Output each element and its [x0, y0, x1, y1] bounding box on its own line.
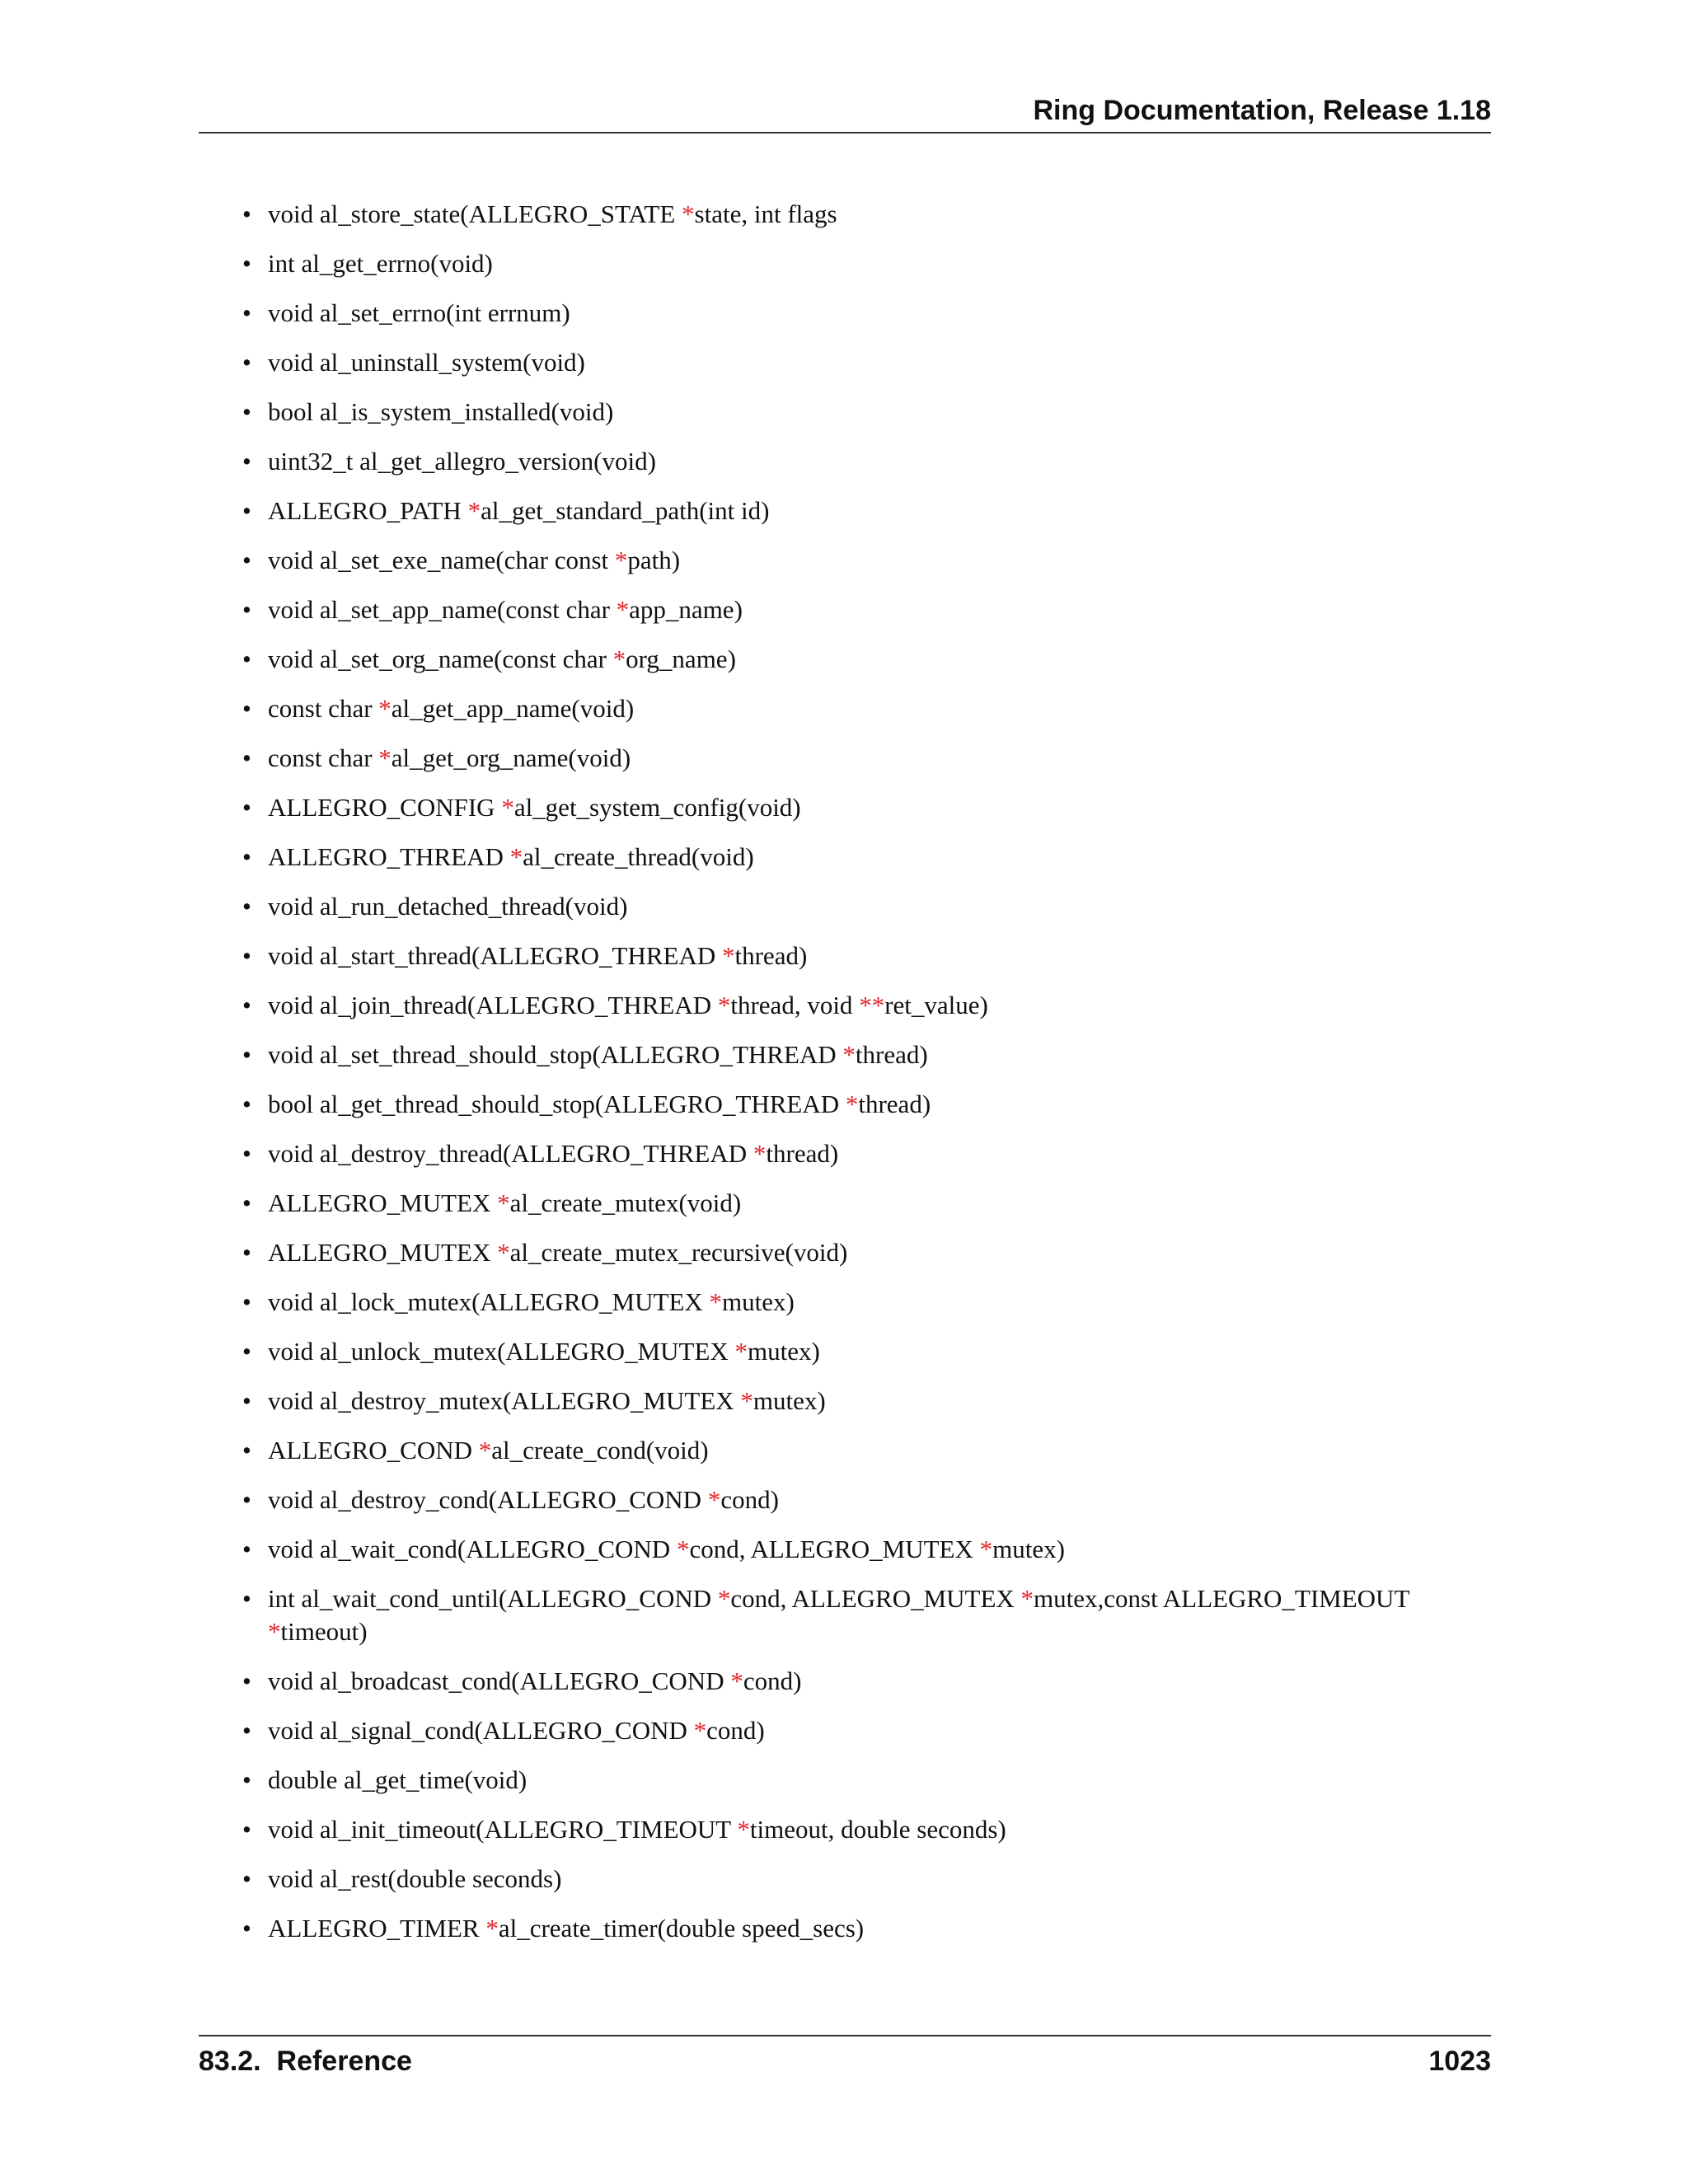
list-item — [242, 791, 1491, 824]
function-signature — [268, 1139, 838, 1168]
signature-text: void al_set_org_name(const char — [268, 644, 613, 673]
bullet-icon: • — [242, 1040, 251, 1069]
signature-text: mutex) — [748, 1337, 820, 1366]
list-item — [242, 346, 1491, 379]
signature-text: thread, void — [730, 991, 860, 1019]
list-item — [242, 940, 1491, 972]
bullet-icon: • — [242, 1337, 251, 1366]
bullet-icon: • — [242, 743, 251, 772]
function-signature — [268, 199, 837, 228]
page-number: 1023 — [1428, 2046, 1491, 2077]
list-item — [242, 1714, 1491, 1747]
function-signature — [268, 1716, 765, 1745]
list-item — [242, 890, 1491, 923]
signature-text: void al_rest(double seconds) — [268, 1864, 562, 1893]
signature-text: void al_lock_mutex(ALLEGRO_MUTEX — [268, 1287, 710, 1316]
function-signature — [268, 348, 585, 377]
pointer-marker: * — [845, 1090, 859, 1118]
function-signature — [268, 1090, 931, 1118]
signature-text: state, int flags — [694, 199, 837, 228]
pointer-marker: * — [709, 1287, 723, 1316]
signature-text: ALLEGRO_PATH — [268, 496, 468, 525]
signature-text: app_name) — [629, 595, 743, 624]
signature-text: al_create_mutex(void) — [509, 1188, 742, 1217]
bullet-icon: • — [242, 1436, 251, 1465]
bullet-icon: • — [242, 1716, 251, 1745]
list-item — [242, 1038, 1491, 1071]
signature-text: ALLEGRO_THREAD — [268, 842, 510, 871]
pointer-marker: * — [614, 546, 628, 574]
pointer-marker: * — [753, 1139, 767, 1168]
list-item — [242, 1912, 1491, 1945]
signature-text: mutex) — [722, 1287, 795, 1316]
pointer-marker: * — [676, 1535, 690, 1563]
bullet-icon: • — [242, 694, 251, 723]
signature-text: org_name) — [626, 644, 736, 673]
pointer-marker: * — [737, 1815, 750, 1844]
list-item — [242, 494, 1491, 527]
bullet-icon: • — [242, 496, 251, 525]
list-item — [242, 1533, 1491, 1566]
bullet-icon: • — [242, 546, 251, 574]
list-item — [242, 1665, 1491, 1698]
signature-text: void al_unlock_mutex(ALLEGRO_MUTEX — [268, 1337, 735, 1366]
function-signature — [268, 1584, 1409, 1646]
signature-text: mutex,const ALLEGRO_TIMEOUT — [1034, 1584, 1409, 1613]
page-footer — [199, 2035, 1491, 2086]
list-item — [242, 1187, 1491, 1220]
pointer-marker: * — [378, 743, 392, 772]
document-title: Ring Documentation, Release 1.18 — [1033, 95, 1491, 126]
bullet-icon: • — [242, 1287, 251, 1316]
list-item — [242, 1483, 1491, 1516]
pointer-marker: * — [1020, 1584, 1034, 1613]
list-item — [242, 198, 1491, 231]
list-item — [242, 742, 1491, 775]
signature-text: void al_set_exe_name(char const — [268, 546, 615, 574]
function-signature — [268, 1815, 1006, 1844]
function-signature — [268, 1666, 801, 1695]
signature-text: uint32_t al_get_allegro_version(void) — [268, 447, 656, 476]
signature-text: void al_signal_cond(ALLEGRO_COND — [268, 1716, 694, 1745]
function-signature — [268, 694, 634, 723]
bullet-icon: • — [242, 892, 251, 921]
pointer-marker: * — [707, 1485, 721, 1514]
section-title: 83.2. Reference — [199, 2046, 412, 2077]
function-signature — [268, 1485, 779, 1514]
signature-text: void al_start_thread(ALLEGRO_THREAD — [268, 941, 722, 970]
signature-text: mutex) — [753, 1386, 826, 1415]
function-signature — [268, 1386, 826, 1415]
signature-text: const char — [268, 694, 379, 723]
signature-text: void al_run_detached_thread(void) — [268, 892, 628, 921]
bullet-icon: • — [242, 348, 251, 377]
pointer-marker: * — [842, 1040, 856, 1069]
bullet-icon: • — [242, 793, 251, 822]
list-item — [242, 989, 1491, 1022]
signature-text: double al_get_time(void) — [268, 1765, 528, 1794]
pointer-marker: * — [467, 496, 481, 525]
signature-text: void al_join_thread(ALLEGRO_THREAD — [268, 991, 718, 1019]
bullet-icon: • — [242, 1188, 251, 1217]
pointer-marker: * — [616, 595, 630, 624]
list-item — [242, 297, 1491, 330]
pointer-marker: * — [497, 1188, 510, 1217]
signature-text: thread) — [734, 941, 808, 970]
bullet-icon: • — [242, 199, 251, 228]
signature-text: thread) — [855, 1040, 928, 1069]
signature-text: cond, ALLEGRO_MUTEX — [730, 1584, 1021, 1613]
list-item — [242, 1236, 1491, 1269]
function-signature — [268, 298, 570, 327]
signature-text: void al_broadcast_cond(ALLEGRO_COND — [268, 1666, 731, 1695]
list-item — [242, 1582, 1491, 1648]
signature-text: void al_set_errno(int errnum) — [268, 298, 570, 327]
bullet-icon: • — [242, 595, 251, 624]
function-signature — [268, 1914, 864, 1943]
pointer-marker: * — [682, 199, 695, 228]
pointer-marker: * — [717, 991, 731, 1019]
bullet-icon: • — [242, 1666, 251, 1695]
signature-text: bool al_get_thread_should_stop(ALLEGRO_THREAD — [268, 1090, 846, 1118]
signature-text: ret_value) — [884, 991, 988, 1019]
pointer-marker: * — [717, 1584, 731, 1613]
pointer-marker: * — [478, 1436, 492, 1465]
list-item — [242, 1385, 1491, 1418]
list-item — [242, 643, 1491, 676]
pointer-marker: * — [501, 793, 514, 822]
list-item — [242, 692, 1491, 725]
signature-text: void al_wait_cond(ALLEGRO_COND — [268, 1535, 677, 1563]
list-item — [242, 445, 1491, 478]
function-signature — [268, 842, 754, 871]
signature-text: ALLEGRO_MUTEX — [268, 1238, 498, 1267]
signature-text: void al_destroy_cond(ALLEGRO_COND — [268, 1485, 708, 1514]
pointer-marker: * — [378, 694, 392, 723]
list-item — [242, 544, 1491, 577]
pointer-marker: * — [740, 1386, 753, 1415]
signature-text: void al_set_thread_should_stop(ALLEGRO_THREAD — [268, 1040, 843, 1069]
signature-text: timeout, double seconds) — [749, 1815, 1006, 1844]
list-item — [242, 1764, 1491, 1797]
function-signature — [268, 644, 736, 673]
function-signature — [268, 1765, 527, 1794]
page-header — [199, 91, 1491, 134]
list-item — [242, 1286, 1491, 1319]
bullet-icon: • — [242, 249, 251, 278]
signature-text: mutex) — [992, 1535, 1065, 1563]
signature-text: const char — [268, 743, 379, 772]
list-item — [242, 593, 1491, 626]
signature-text: int al_wait_cond_until(ALLEGRO_COND — [268, 1584, 718, 1613]
pointer-marker: ** — [859, 991, 885, 1019]
signature-text: ALLEGRO_COND — [268, 1436, 479, 1465]
signature-text: cond) — [743, 1666, 802, 1695]
function-signature — [268, 991, 988, 1019]
list-item — [242, 1335, 1491, 1368]
bullet-icon: • — [242, 1864, 251, 1893]
bullet-icon: • — [242, 1139, 251, 1168]
list-item — [242, 1137, 1491, 1170]
signature-text: thread) — [766, 1139, 839, 1168]
pointer-marker: * — [485, 1914, 499, 1943]
signature-text: al_create_mutex_recursive(void) — [509, 1238, 848, 1267]
signature-text: timeout) — [280, 1617, 368, 1646]
pointer-marker: * — [730, 1666, 743, 1695]
function-signature — [268, 941, 807, 970]
list-item — [242, 247, 1491, 280]
function-list — [242, 198, 1491, 1945]
signature-text: al_create_thread(void) — [523, 842, 754, 871]
signature-text: al_get_org_name(void) — [391, 743, 631, 772]
list-item — [242, 1863, 1491, 1896]
function-signature — [268, 496, 769, 525]
signature-text: bool al_is_system_installed(void) — [268, 397, 614, 426]
bullet-icon: • — [242, 1914, 251, 1943]
pointer-marker: * — [497, 1238, 510, 1267]
pointer-marker: * — [734, 1337, 748, 1366]
signature-text: ALLEGRO_MUTEX — [268, 1188, 498, 1217]
signature-text: al_get_system_config(void) — [513, 793, 801, 822]
list-item — [242, 1088, 1491, 1121]
function-signature — [268, 1238, 847, 1267]
function-signature — [268, 743, 631, 772]
pointer-marker: * — [693, 1716, 707, 1745]
signature-text: cond) — [706, 1716, 765, 1745]
signature-text: thread) — [858, 1090, 931, 1118]
signature-text: al_create_timer(double speed_secs) — [498, 1914, 865, 1943]
function-signature — [268, 1188, 741, 1217]
list-item — [242, 396, 1491, 429]
bullet-icon: • — [242, 1238, 251, 1267]
bullet-icon: • — [242, 1090, 251, 1118]
signature-text: cond, ALLEGRO_MUTEX — [689, 1535, 980, 1563]
function-signature — [268, 1287, 795, 1316]
pointer-marker: * — [612, 644, 626, 673]
bullet-icon: • — [242, 941, 251, 970]
function-signature — [268, 892, 627, 921]
function-signature — [268, 1436, 709, 1465]
pointer-marker: * — [722, 941, 735, 970]
bullet-icon: • — [242, 1535, 251, 1563]
function-signature — [268, 595, 743, 624]
pointer-marker: * — [509, 842, 523, 871]
bullet-icon: • — [242, 447, 251, 476]
list-item — [242, 1813, 1491, 1846]
signature-text: void al_init_timeout(ALLEGRO_TIMEOUT — [268, 1815, 738, 1844]
signature-text: void al_destroy_thread(ALLEGRO_THREAD — [268, 1139, 753, 1168]
bullet-icon: • — [242, 1386, 251, 1415]
list-item — [242, 841, 1491, 874]
function-signature — [268, 447, 656, 476]
signature-text: ALLEGRO_TIMER — [268, 1914, 486, 1943]
signature-text: void al_destroy_mutex(ALLEGRO_MUTEX — [268, 1386, 741, 1415]
function-signature — [268, 1040, 928, 1069]
signature-text: void al_set_app_name(const char — [268, 595, 617, 624]
pointer-marker: * — [268, 1617, 281, 1646]
signature-text: void al_uninstall_system(void) — [268, 348, 585, 377]
signature-text: path) — [627, 546, 681, 574]
signature-text: int al_get_errno(void) — [268, 249, 493, 278]
bullet-icon: • — [242, 644, 251, 673]
bullet-icon: • — [242, 1765, 251, 1794]
bullet-icon: • — [242, 298, 251, 327]
function-signature — [268, 397, 613, 426]
signature-text: al_get_standard_path(int id) — [481, 496, 770, 525]
signature-text: al_get_app_name(void) — [391, 694, 635, 723]
signature-text: cond) — [720, 1485, 779, 1514]
bullet-icon: • — [242, 991, 251, 1019]
bullet-icon: • — [242, 1485, 251, 1514]
function-signature — [268, 1535, 1065, 1563]
list-item — [242, 1434, 1491, 1467]
signature-text: al_create_cond(void) — [491, 1436, 709, 1465]
function-signature — [268, 793, 801, 822]
function-signature — [268, 1337, 820, 1366]
function-signature — [268, 1864, 561, 1893]
bullet-icon: • — [242, 397, 251, 426]
function-signature — [268, 249, 493, 278]
bullet-icon: • — [242, 1815, 251, 1844]
pointer-marker: * — [979, 1535, 993, 1563]
signature-text: void al_store_state(ALLEGRO_STATE — [268, 199, 682, 228]
function-signature — [268, 546, 680, 574]
signature-text: ALLEGRO_CONFIG — [268, 793, 502, 822]
bullet-icon: • — [242, 842, 251, 871]
bullet-icon: • — [242, 1584, 251, 1613]
page-content — [242, 198, 1491, 1961]
